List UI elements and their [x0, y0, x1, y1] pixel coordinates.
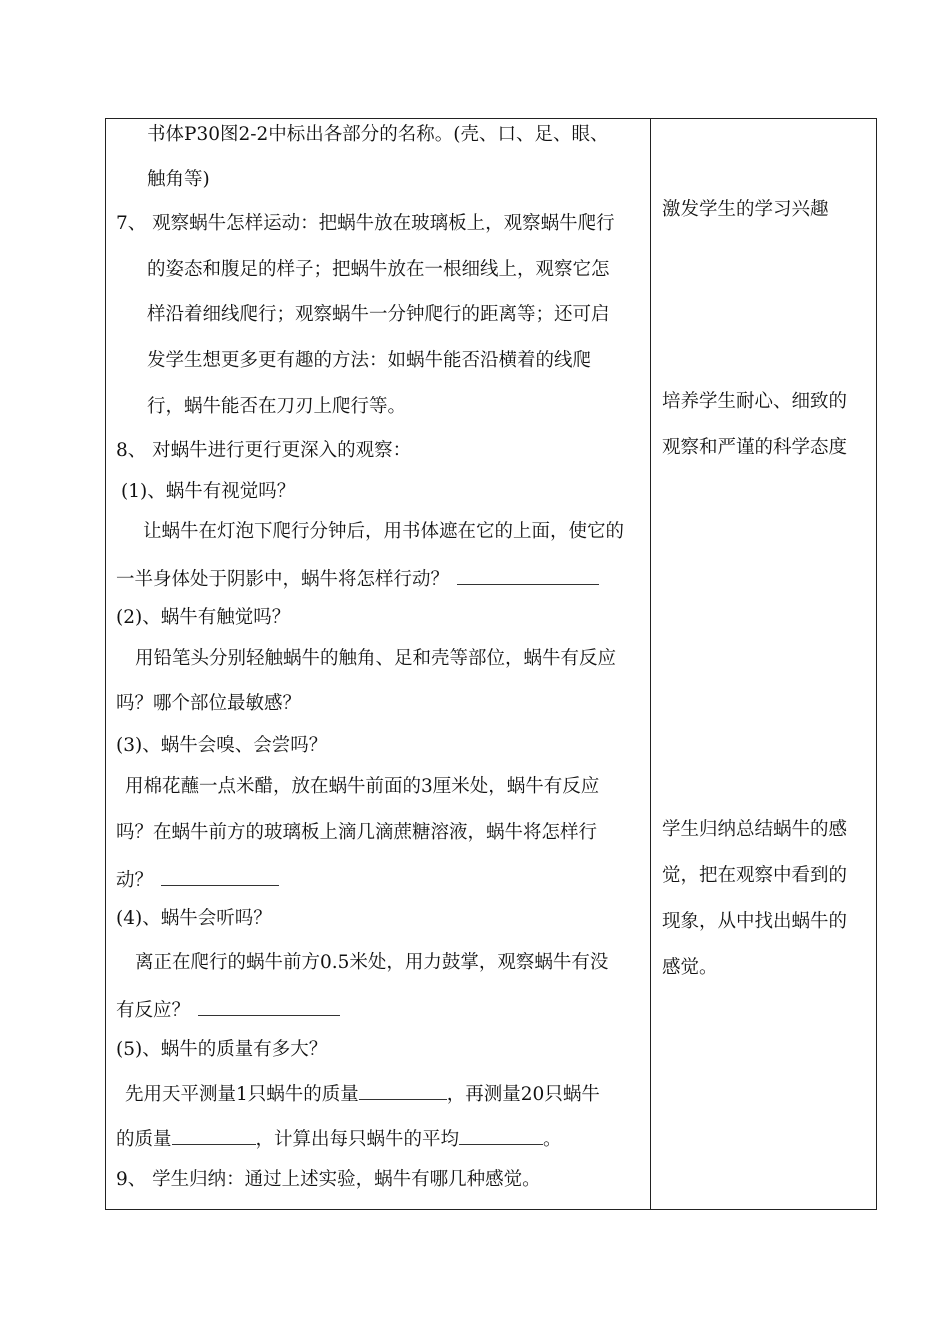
text-line: [116, 566, 599, 592]
text-line: 行，蜗牛能否在刀刃上爬行等。: [147, 396, 407, 417]
text-span: 的质量: [116, 1129, 172, 1150]
answer-blank[interactable]: [359, 1081, 447, 1100]
text-span: 有反应？: [116, 1000, 191, 1021]
text-line: 书体P30图2-2中标出各部分的名称。(壳、口、足、眼、: [147, 124, 609, 145]
answer-blank[interactable]: [457, 566, 599, 585]
note-line: 培养学生耐心、细致的: [662, 391, 848, 412]
text-line: 用铅笔头分别轻触蜗牛的触角、足和壳等部位，蜗牛有反应: [135, 648, 617, 669]
text-span: 动？: [116, 870, 154, 891]
text-line: 让蜗牛在灯泡下爬行分钟后，用书体遮在它的上面，使它的: [143, 521, 625, 542]
text-line: (4)、蜗牛会听吗？: [116, 908, 272, 929]
text-span: 一半身体处于阴影中，蜗牛将怎样行动？: [116, 569, 450, 590]
text-span: ，再测量20只蜗牛: [446, 1084, 600, 1105]
text-line: 9、 学生归纳：通过上述实验，蜗牛有哪几种感觉。: [116, 1169, 541, 1190]
answer-blank[interactable]: [172, 1126, 256, 1145]
column-divider: [650, 118, 651, 1210]
text-line: 的姿态和腹足的样子；把蜗牛放在一根细线上，观察它怎: [147, 259, 610, 280]
text-line: 8、 对蜗牛进行更行更深入的观察：: [116, 440, 412, 461]
answer-blank[interactable]: [198, 997, 340, 1016]
text-span: 先用天平测量1只蜗牛的质量: [125, 1084, 359, 1105]
text-line: (3)、蜗牛会嗅、会尝吗？: [116, 735, 328, 756]
text-span: 。: [543, 1129, 562, 1150]
text-line: 发学生想更多更有趣的方法：如蜗牛能否沿横着的线爬: [147, 350, 592, 371]
text-line: [116, 1126, 562, 1152]
text-line: 样沿着细线爬行；观察蜗牛一分钟爬行的距离等；还可启: [147, 304, 610, 325]
note-line: 现象，从中找出蜗牛的: [662, 911, 848, 932]
text-line: 吗？在蜗牛前方的玻璃板上滴几滴蔗糖溶液，蜗牛将怎样行: [116, 822, 598, 843]
text-line: [116, 997, 340, 1023]
note-line: 学生归纳总结蜗牛的感: [662, 819, 848, 840]
answer-blank[interactable]: [459, 1126, 543, 1145]
note-line: 感觉。: [662, 957, 718, 978]
note-line: 激发学生的学习兴趣: [662, 199, 829, 220]
text-line: 用棉花蘸一点米醋，放在蜗牛前面的3厘米处，蜗牛有反应: [125, 776, 600, 797]
text-line: 7、 观察蜗牛怎样运动：把蜗牛放在玻璃板上，观察蜗牛爬行: [116, 213, 615, 234]
text-line: (5)、蜗牛的质量有多大？: [116, 1039, 328, 1060]
note-line: 观察和严谨的科学态度: [662, 437, 848, 458]
answer-blank[interactable]: [161, 867, 279, 886]
text-line: 吗？哪个部位最敏感？: [116, 693, 302, 714]
text-line: [125, 1081, 600, 1107]
text-line: 触角等): [147, 169, 210, 190]
text-line: 离正在爬行的蜗牛前方0.5米处，用力鼓掌，观察蜗牛有没: [135, 952, 609, 973]
note-line: 觉，把在观察中看到的: [662, 865, 848, 886]
text-span: ，计算出每只蜗牛的平均: [255, 1129, 460, 1150]
text-line: [116, 867, 279, 893]
text-line: (1)、蜗牛有视觉吗？: [121, 481, 296, 502]
text-line: (2)、蜗牛有触觉吗？: [116, 607, 291, 628]
